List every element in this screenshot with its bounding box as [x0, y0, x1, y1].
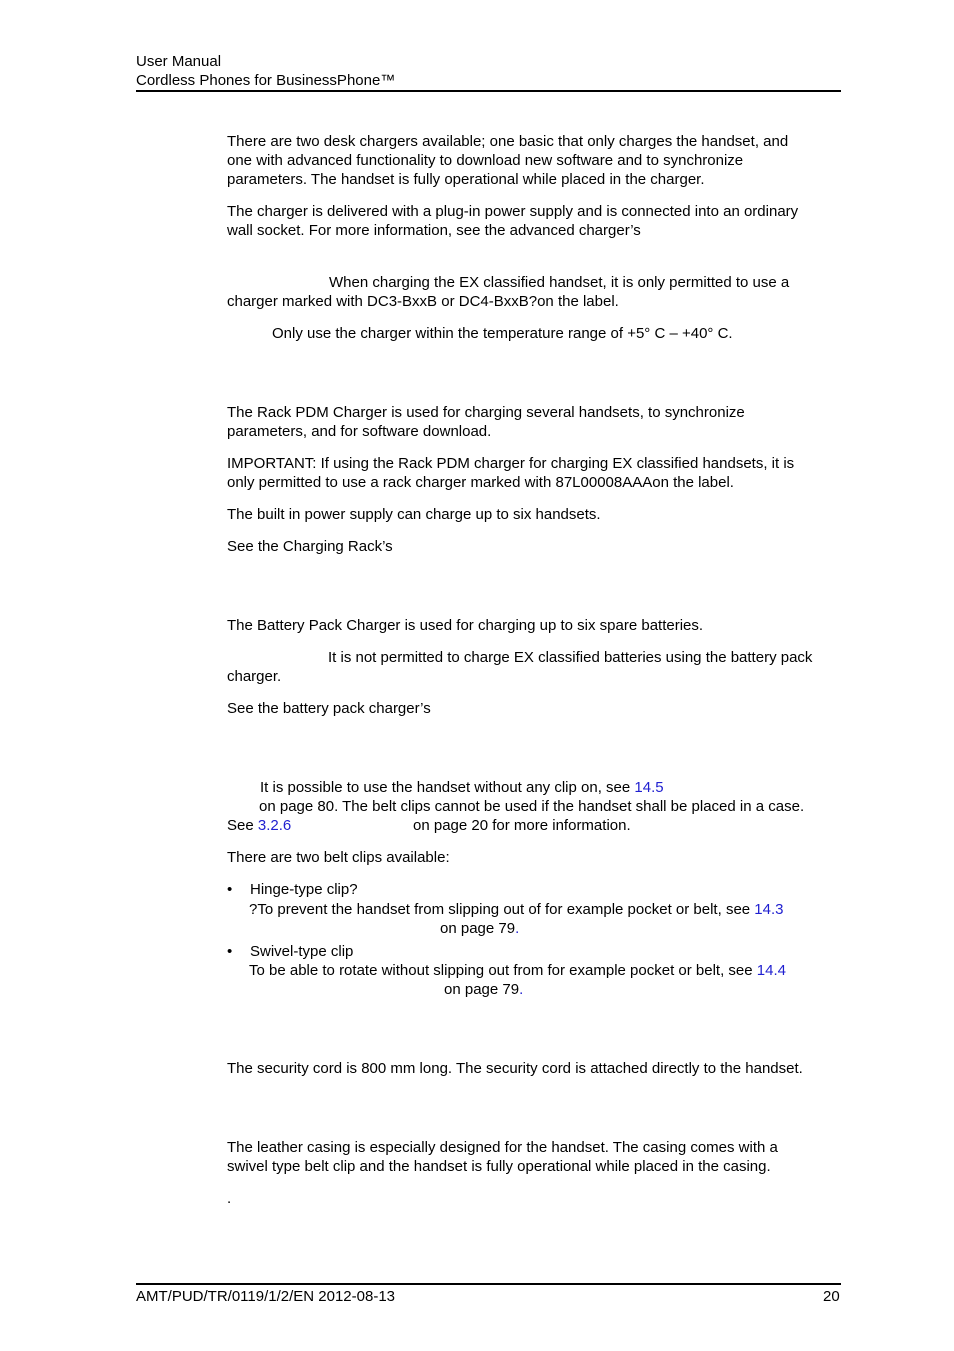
battery-charger-p2: See the battery pack charger’s [227, 700, 431, 717]
hinge-clip-page [440, 919, 519, 938]
link-14-3[interactable]: 14.3 [754, 901, 784, 918]
desk-charger-note: Only use the charger within the temperature range of +5° C – +40° C. [272, 325, 733, 342]
leather-casing-p1-line2: swivel type belt clip and the handset is fully operational while placed in the casing. [227, 1158, 771, 1175]
header-title: User Manual [136, 53, 222, 70]
hinge-clip-page-text: on page 79 [440, 920, 516, 937]
header-rule [136, 90, 841, 92]
battery-charger-p1: The Battery Pack Charger is used for charging up to six spare batteries. [227, 617, 704, 634]
battery-charger-warning-line2: charger. [227, 668, 282, 685]
desk-charger-p1-line1: There are two desk chargers available; one basic that only charges the handset, and [227, 133, 789, 150]
battery-charger-warning-line1: It is not permitted to charge EX classified batteries using the battery pack [328, 649, 813, 666]
rack-charger-p2-line2: only permitted to use a rack charger marked with 87L00008AAAon the label. [227, 474, 734, 491]
desk-charger-p2-line1: The charger is delivered with a plug-in power supply and is connected into an ordinary [227, 203, 799, 220]
rack-charger-p3: The built in power supply can charge up to six handsets. [227, 506, 601, 523]
belt-clip-line3-pre [227, 816, 291, 835]
leather-casing-p2: . [227, 1190, 232, 1207]
desk-charger-p2-line2: wall socket. For more information, see the advanced charger’s [227, 222, 641, 239]
swivel-clip-page [444, 980, 523, 999]
belt-clip-see-text: See [227, 817, 258, 834]
swivel-clip-desc-text: To be able to rotate without slipping out from for example pocket or belt, see [249, 962, 757, 979]
rack-charger-p2-line1: IMPORTANT: If using the Rack PDM charger for charging EX classified handsets, it is [227, 455, 795, 472]
desk-charger-warning-line1: When charging the EX classified handset, it is only permitted to use a [329, 274, 790, 291]
footer-page-number: 20 [823, 1288, 840, 1305]
belt-clip-line2: on page 80. The belt clips cannot be used if the handset shall be placed in a case. [259, 798, 805, 815]
link-14-4[interactable]: 14.4 [756, 962, 786, 979]
belt-clip-intro: There are two belt clips available: [227, 849, 450, 866]
desk-charger-p1-line3: parameters. The handset is fully operational while placed in the charger. [227, 171, 705, 188]
hinge-clip-desc [249, 900, 784, 919]
belt-clip-line3-post: on page 20 for more information. [413, 817, 631, 834]
belt-clip-line1-text: It is possible to use the handset without any clip on, see [260, 779, 635, 796]
link-3-2-6[interactable]: 3.2.6 [257, 817, 292, 834]
hinge-clip-period: . [515, 920, 520, 937]
hinge-clip-title: Hinge-type clip? [250, 881, 358, 898]
footer-doc-id: AMT/PUD/TR/0119/1/2/EN 2012-08-13 [136, 1288, 396, 1305]
footer-rule [136, 1283, 841, 1285]
bullet-icon: • [227, 881, 233, 898]
header-subtitle: Cordless Phones for BusinessPhone™ [136, 72, 396, 89]
hinge-clip-desc-text: ?To prevent the handset from slipping out of for example pocket or belt, see [249, 901, 755, 918]
belt-clip-line1 [260, 778, 664, 797]
desk-charger-warning-line2: charger marked with DC3-BxxB or DC4-BxxB?on the label. [227, 293, 619, 310]
rack-charger-p1-line1: The Rack PDM Charger is used for charging several handsets, to synchronize [227, 404, 745, 421]
desk-charger-p1-line2: one with advanced functionality to download new software and to synchronize [227, 152, 744, 169]
rack-charger-p1-line2: parameters, and for software download. [227, 423, 492, 440]
leather-casing-p1-line1: The leather casing is especially designed for the handset. The casing comes with a [227, 1139, 778, 1156]
swivel-clip-period: . [519, 981, 524, 998]
link-14-5[interactable]: 14.5 [634, 779, 664, 796]
swivel-clip-title: Swivel-type clip [250, 943, 354, 960]
swivel-clip-desc [249, 961, 786, 980]
security-cord-p1: The security cord is 800 mm long. The security cord is attached directly to the handset. [227, 1060, 803, 1077]
bullet-icon: • [227, 943, 233, 960]
rack-charger-p4: See the Charging Rack’s [227, 538, 393, 555]
swivel-clip-page-text: on page 79 [444, 981, 520, 998]
